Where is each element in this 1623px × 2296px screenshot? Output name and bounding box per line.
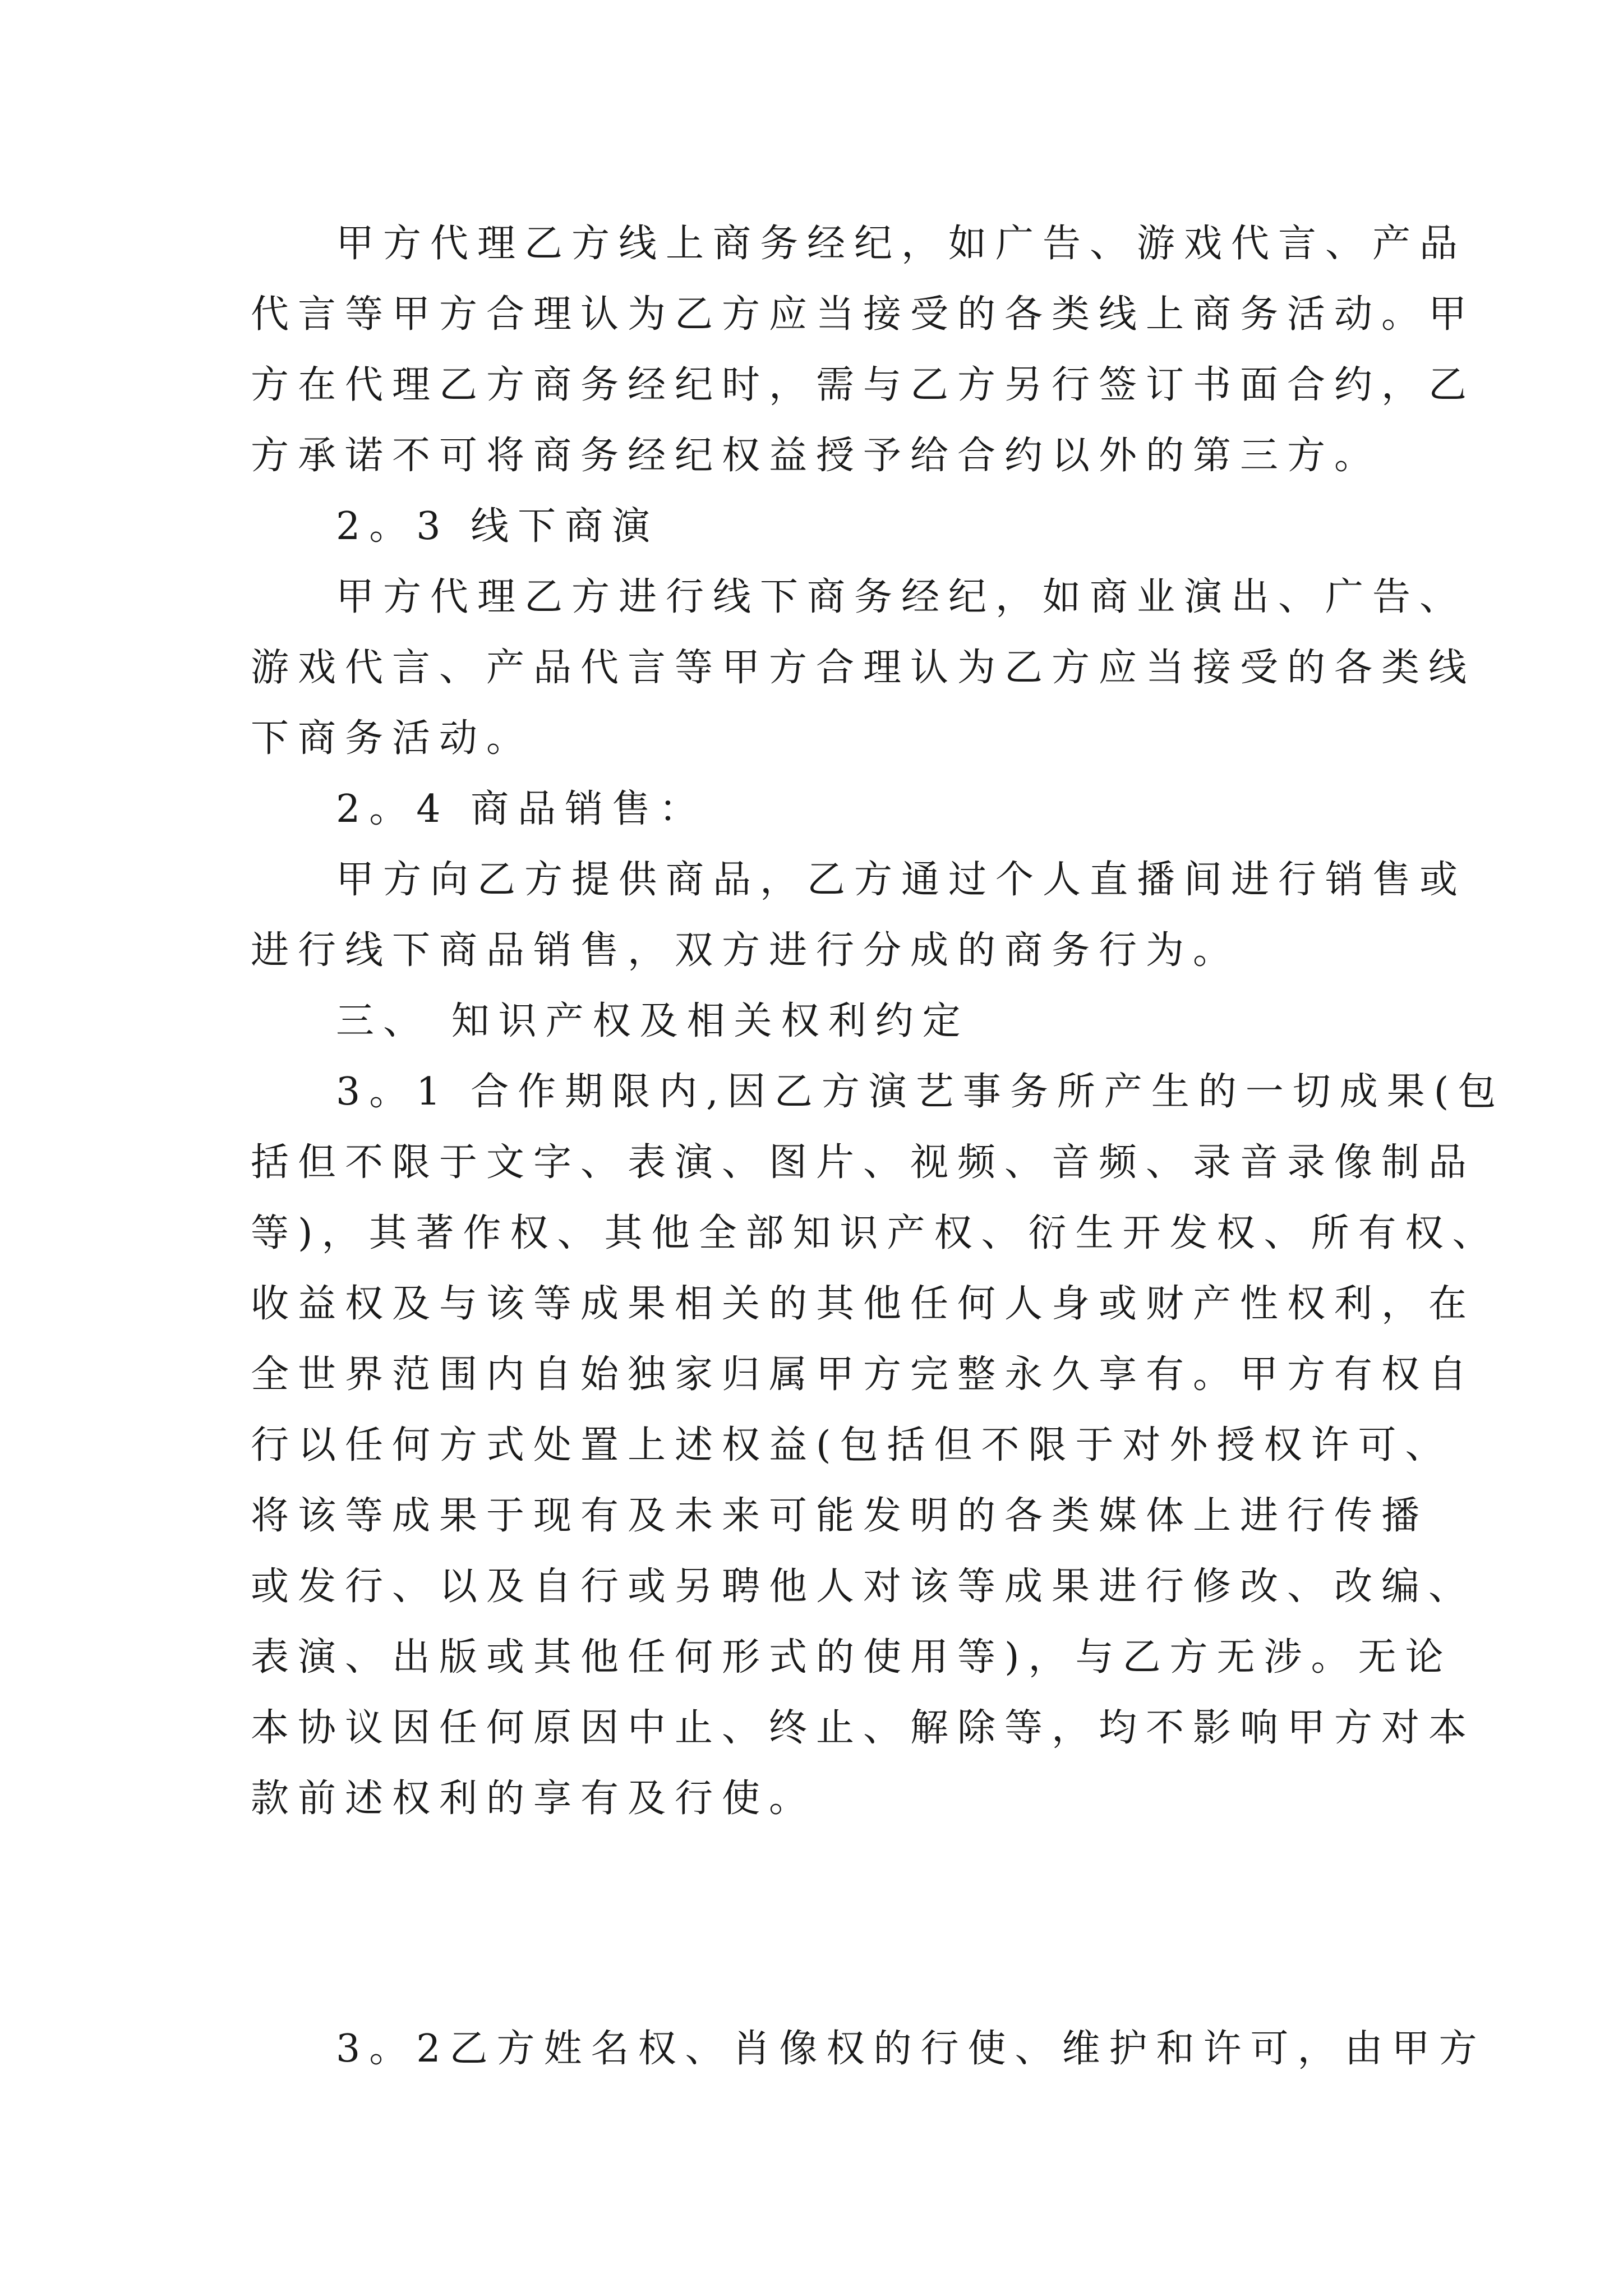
paragraph-line: 甲方代理乙方线上商务经纪，如广告、游戏代言、产品 [336, 222, 1467, 266]
paragraph-line: 游戏代言、产品代言等甲方合理认为乙方应当接受的各类线 [251, 646, 1476, 690]
paragraph-line: 将该等成果于现有及未来可能发明的各类媒体上进行传播 [251, 1494, 1429, 1538]
section-heading-2-4: 2。4 商品销售： [336, 787, 707, 831]
paragraph-line: 全世界范围内自始独家归属甲方完整永久享有。甲方有权自 [251, 1352, 1476, 1397]
paragraph-line: 行以任何方式处置上述权益(包括但不限于对外授权许可、 [251, 1423, 1453, 1467]
paragraph-line: 甲方向乙方提供商品，乙方通过个人直播间进行销售或 [336, 858, 1467, 902]
section-heading-2-3: 2。3 线下商演 [336, 504, 660, 549]
paragraph-line: 下商务活动。 [251, 716, 534, 761]
paragraph-line: 本协议因任何原因中止、终止、解除等，均不影响甲方对本 [251, 1706, 1476, 1750]
paragraph-line: 款前述权利的享有及行使。 [251, 1777, 817, 1821]
paragraph-line: 甲方代理乙方进行线下商务经纪，如商业演出、广告、 [336, 575, 1467, 619]
clause-3-2-line: 3。2乙方姓名权、肖像权的行使、维护和许可，由甲方 [336, 2027, 1486, 2071]
paragraph-line: 收益权及与该等成果相关的其他任何人身或财产性权利，在 [251, 1282, 1476, 1326]
paragraph-line: 方在代理乙方商务经纪时，需与乙方另行签订书面合约，乙 [251, 363, 1476, 407]
paragraph-line: 进行线下商品销售，双方进行分成的商务行为。 [251, 928, 1241, 973]
paragraph-line: 或发行、以及自行或另聘他人对该等成果进行修改、改编、 [251, 1565, 1476, 1609]
paragraph-line: 等)，其著作权、其他全部知识产权、衍生开发权、所有权、 [251, 1211, 1500, 1255]
section-heading-3: 三、 知识产权及相关权利约定 [336, 999, 970, 1043]
paragraph-line: 方承诺不可将商务经纪权益授予给合约以外的第三方。 [251, 434, 1382, 478]
paragraph-line: 代言等甲方合理认为乙方应当接受的各类线上商务活动。甲 [251, 292, 1476, 337]
paragraph-line: 表演、出版或其他任何形式的使用等)，与乙方无涉。无论 [251, 1635, 1453, 1680]
paragraph-line: 括但不限于文字、表演、图片、视频、音频、录音录像制品 [251, 1140, 1476, 1185]
clause-3-1-line: 3。1 合作期限内,因乙方演艺事务所产生的一切成果(包 [336, 1070, 1505, 1114]
contract-text-section-1 [251, 209, 1505, 1834]
contract-text-section-2 [251, 2014, 1486, 2085]
